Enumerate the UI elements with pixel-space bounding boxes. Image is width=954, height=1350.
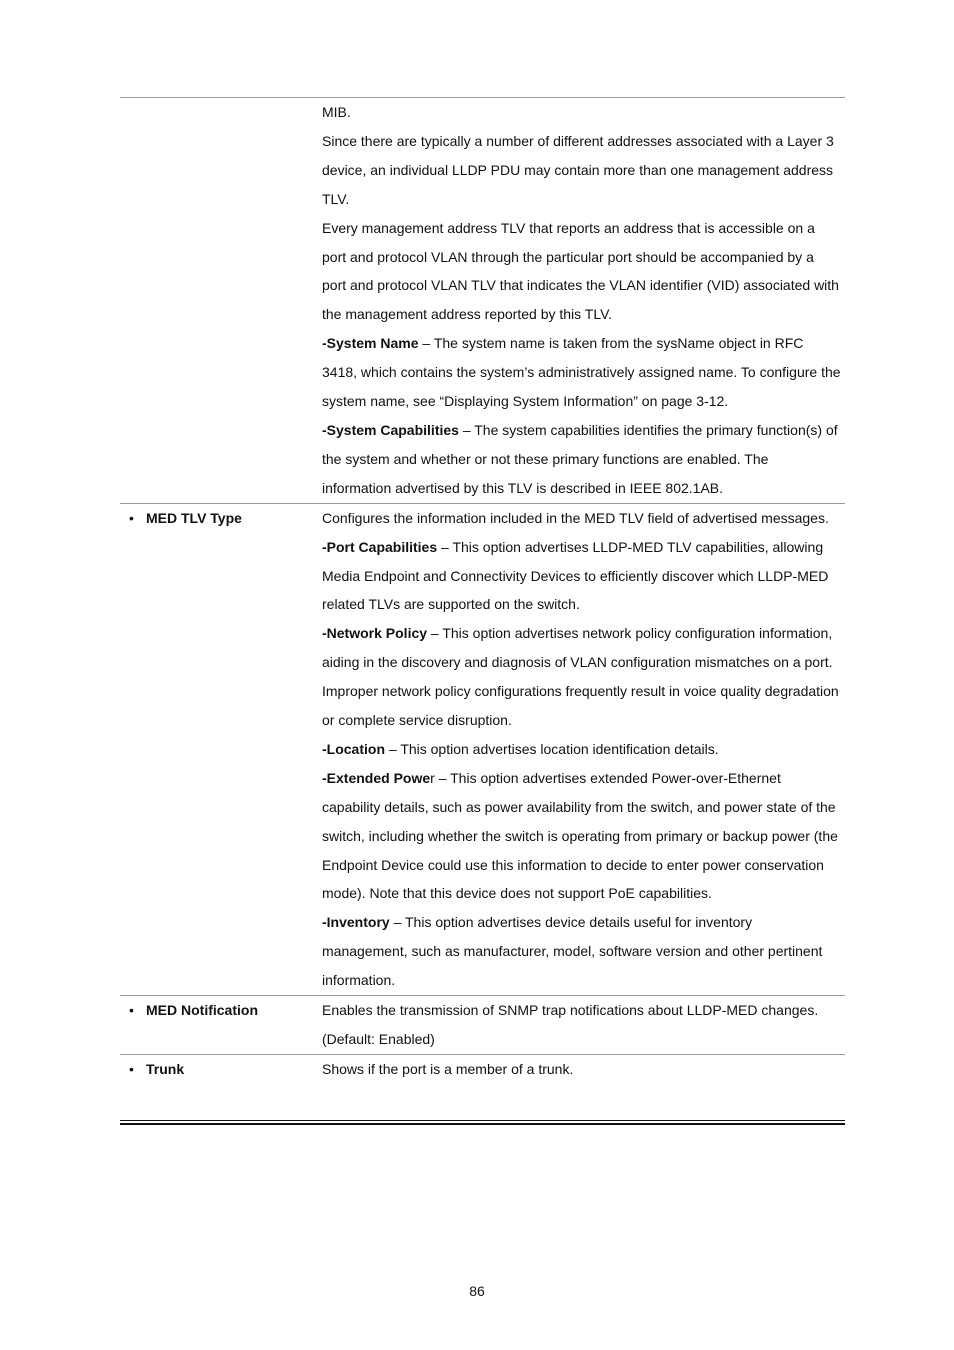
paragraph-text: Every management address TLV that reports an address that is accessible on a port and protocol VLAN through the particular port should be accompanied by a port and protocol VLAN TLV that indicates the VLAN identifier (VID) associated with the management address reported by this TLV. xyxy=(322,219,839,323)
paragraph xyxy=(322,619,841,735)
description-cell xyxy=(322,504,845,995)
option-name: -System Capabilities xyxy=(322,421,459,438)
paragraph-text: Enables the transmission of SNMP trap notifications about LLDP-MED changes. (Default: Enabled) xyxy=(322,1002,819,1047)
paragraph xyxy=(322,735,841,764)
description-cell xyxy=(322,996,845,1054)
paragraph xyxy=(322,416,841,503)
description-cell xyxy=(322,98,845,503)
table-row xyxy=(120,504,845,996)
divider xyxy=(120,1120,845,1121)
paragraph xyxy=(322,908,841,995)
paragraph xyxy=(322,127,841,214)
term-cell xyxy=(120,504,322,995)
term-label: MED TLV Type xyxy=(146,509,242,526)
term-label: MED Notification xyxy=(146,1002,258,1019)
option-name: -Location xyxy=(322,740,385,757)
bullet-icon: • xyxy=(129,1002,134,1019)
term-cell xyxy=(120,98,322,503)
bullet-icon: • xyxy=(129,509,134,526)
paragraph-text: MIB. xyxy=(322,104,351,120)
term-label: Trunk xyxy=(146,1060,185,1077)
divider xyxy=(120,1123,845,1125)
paragraph-text: Configures the information included in the MED TLV field of advertised messages. xyxy=(322,509,829,526)
paragraph-text: Since there are typically a number of different addresses associated with a Layer 3 device, an individual LLDP PDU may contain more than one management address TLV. xyxy=(322,132,834,207)
table-end-rule xyxy=(120,1120,845,1125)
paragraph xyxy=(322,764,841,909)
term-cell xyxy=(120,996,322,1054)
paragraph xyxy=(322,533,841,620)
paragraph xyxy=(322,214,841,330)
option-name: -Network Policy xyxy=(322,625,428,642)
page-number: 86 xyxy=(469,1283,485,1299)
table-row xyxy=(120,996,845,1055)
paragraph xyxy=(322,329,841,416)
bullet-icon: • xyxy=(129,1060,134,1077)
paragraph-text: Shows if the port is a member of a trunk. xyxy=(322,1060,574,1077)
description-cell xyxy=(322,1055,845,1084)
paragraph xyxy=(322,98,841,127)
table-row xyxy=(120,1055,845,1084)
paragraph-text: – This option advertises location identification details. xyxy=(385,740,719,757)
paragraph xyxy=(322,996,841,1054)
option-name: -Inventory xyxy=(322,914,390,931)
term-cell xyxy=(120,1055,322,1084)
paragraph-text: – The system capabilities identifies the primary function(s) of the system and whether or not these primary functions are enabled. The information advertised by this TLV is described in IEEE 802.1AB. xyxy=(322,421,838,496)
parameter-table xyxy=(120,97,845,1084)
paragraph-text: r – This option advertises extended Power-over-Ethernet capability details, such as power availability from the switch, and power state of the switch, including whether the switch is operating from primary or backup power (the Endpoint Device could use this information to decide to enter power conservation mode). Note that this device does not support PoE capabilities. xyxy=(322,769,838,902)
option-name: -System Name xyxy=(322,335,419,352)
paragraph-text: – This option advertises LLDP-MED TLV capabilities, allowing Media Endpoint and Connectivity Devices to efficiently discover which LLDP-MED related TLVs are supported on the switch. xyxy=(322,538,829,613)
option-name: -Port Capabilities xyxy=(322,538,438,555)
option-name: -Extended Powe xyxy=(322,769,431,786)
paragraph xyxy=(322,504,841,533)
paragraph xyxy=(322,1055,841,1084)
paragraph-text: – This option advertises device details useful for inventory management, such as manufacturer, model, software version and other pertinent information. xyxy=(322,914,823,989)
paragraph-text: – This option advertises network policy configuration information, aiding in the discovery and diagnosis of VLAN configuration mismatches on a port. Improper network policy configurations frequently result in voice quality degradation or complete service disruption. xyxy=(322,625,839,729)
paragraph-text: – The system name is taken from the sysName object in RFC 3418, which contains the system’s administratively assigned name. To configure the system name, see “Displaying System Information” on page 3-12. xyxy=(322,335,841,410)
table-row xyxy=(120,98,845,504)
